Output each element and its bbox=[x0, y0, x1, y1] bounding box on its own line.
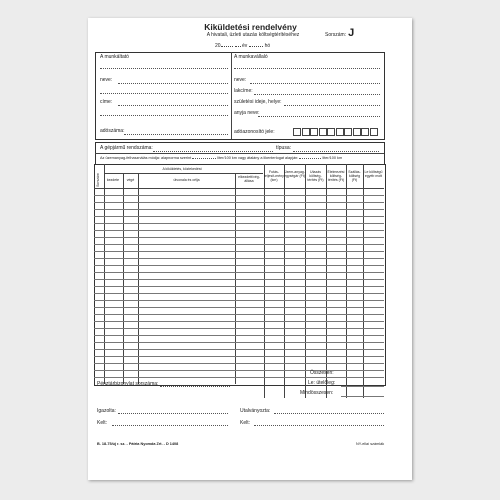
traveller-label: Utalványozta: bbox=[240, 408, 271, 414]
taxid-digit-box[interactable] bbox=[319, 128, 327, 136]
table-group-header: A kiküldetés, közlekedést bbox=[162, 167, 202, 171]
header-bottom-line bbox=[94, 188, 384, 189]
vehicle-type-label: típusa: bbox=[276, 145, 292, 151]
table-row[interactable] bbox=[94, 293, 384, 294]
taxid-digit-box[interactable] bbox=[302, 128, 310, 136]
taxid-digit-box[interactable] bbox=[336, 128, 344, 136]
table-row[interactable] bbox=[94, 279, 384, 280]
table-row[interactable] bbox=[94, 202, 384, 203]
employee-name-label: neve: bbox=[234, 77, 247, 83]
employee-heading: A munkavállaló bbox=[234, 54, 268, 60]
col-vege: végé bbox=[126, 178, 135, 182]
table-row[interactable] bbox=[94, 356, 384, 357]
grand-total-label: Mindösszesen: bbox=[300, 390, 334, 396]
total-label: Összesen: bbox=[310, 370, 334, 376]
table-row[interactable] bbox=[94, 370, 384, 371]
table-row[interactable] bbox=[94, 272, 384, 273]
parties-box bbox=[95, 52, 385, 140]
col-szallas: Szállás-költség (Ft) bbox=[348, 170, 361, 182]
table-row[interactable] bbox=[94, 223, 384, 224]
taxid-digit-box[interactable] bbox=[353, 128, 361, 136]
consumption-line bbox=[100, 156, 342, 160]
taxid-digit-box[interactable] bbox=[344, 128, 352, 136]
employee-taxid-label: adóazonosító jele: bbox=[234, 129, 275, 135]
taxid-digit-box[interactable] bbox=[370, 128, 378, 136]
table-row[interactable] bbox=[94, 335, 384, 336]
col-sorszam: Sorszám bbox=[96, 173, 100, 187]
cash-label: Pénztárbizonylat sorszáma: bbox=[97, 381, 159, 387]
table-row[interactable] bbox=[94, 300, 384, 301]
date-line bbox=[215, 43, 270, 49]
table-row[interactable] bbox=[94, 328, 384, 329]
col-elkezdett: elkezdett/vég-állása bbox=[238, 175, 260, 183]
approver-label: Igazolta: bbox=[97, 408, 116, 414]
date-label-right: Kelt: bbox=[240, 420, 251, 426]
table-row[interactable] bbox=[94, 195, 384, 196]
table-row[interactable] bbox=[94, 363, 384, 364]
form-title: Kiküldetési rendelvény bbox=[204, 22, 297, 32]
serial-number bbox=[325, 27, 354, 39]
consumption-label: Az üzemanyag-felhasználás módja: alapnorma szerint bbox=[100, 156, 192, 160]
vehicle-plate-label: A gépjármű rendszáma: bbox=[100, 145, 153, 151]
table-row[interactable] bbox=[94, 342, 384, 343]
table-row[interactable] bbox=[94, 244, 384, 245]
employee-mother-label: anyja neve: bbox=[234, 110, 260, 116]
col-uzemanyag: Üzem-anyag-egységár (Ft) bbox=[284, 170, 305, 178]
table-row[interactable] bbox=[94, 237, 384, 238]
col-egyeb: Le költségű egyéb mott bbox=[364, 170, 383, 178]
table-row[interactable] bbox=[94, 209, 384, 210]
table-row[interactable] bbox=[94, 307, 384, 308]
table-row[interactable] bbox=[94, 230, 384, 231]
table-row[interactable] bbox=[94, 321, 384, 322]
table-row[interactable] bbox=[94, 314, 384, 315]
date-month-label: hó bbox=[264, 43, 271, 49]
form-sheet bbox=[88, 18, 412, 480]
col-futas: Futás-teljesít-mény (km) bbox=[264, 170, 284, 182]
advance-label: Le: ütelőleg: bbox=[308, 380, 336, 386]
taxid-digit-box[interactable] bbox=[361, 128, 369, 136]
table-row[interactable] bbox=[94, 216, 384, 217]
col-kezdete: kezdete bbox=[106, 178, 120, 182]
table-row[interactable] bbox=[94, 286, 384, 287]
table-row[interactable] bbox=[94, 265, 384, 266]
serial-label: Sorszám: bbox=[325, 32, 347, 38]
date-prefix: 20 bbox=[215, 43, 221, 49]
table-row[interactable] bbox=[94, 251, 384, 252]
consumption-unit-2: liter/100 km bbox=[322, 156, 343, 160]
taxid-digit-box[interactable] bbox=[310, 128, 318, 136]
employee-birth-label: születési ideje, helye: bbox=[234, 99, 282, 105]
table-row[interactable] bbox=[94, 349, 384, 350]
group-header-line bbox=[104, 173, 263, 174]
right-note: NY-ellaí számlák bbox=[356, 442, 385, 446]
serial-value: J bbox=[348, 27, 355, 39]
col-ellatas: Élelmezési költség-térítés (Ft) bbox=[327, 170, 345, 182]
employer-name-label: neve: bbox=[100, 77, 113, 83]
date-year-label: év bbox=[241, 43, 248, 49]
employer-heading: A munkáltató bbox=[100, 54, 129, 60]
table-column-divider bbox=[104, 164, 105, 384]
table-row[interactable] bbox=[94, 258, 384, 259]
taxid-digit-box[interactable] bbox=[293, 128, 301, 136]
taxid-digit-box[interactable] bbox=[327, 128, 335, 136]
col-utvonal: útvonala és célja bbox=[173, 178, 200, 182]
table-row[interactable] bbox=[94, 377, 384, 378]
date-label-left: Kelt: bbox=[97, 420, 108, 426]
employer-tax-label: adószáma: bbox=[100, 128, 125, 134]
form-subtitle: A hivatali, üzleti utazás költségtérítéséhez bbox=[206, 32, 300, 38]
employee-address-label: lakcíme: bbox=[234, 88, 253, 94]
consumption-unit-1: liter/100 km vagy átalány a likenterlogat alapján: bbox=[217, 156, 299, 160]
product-code: B. 18-75/új r. sz. - Pátria Nyomda Zrt. - D 1408 bbox=[97, 442, 179, 446]
employer-seat-label: címe: bbox=[100, 99, 113, 105]
col-utazas: Utazás költség-térítés (Ft) bbox=[307, 170, 324, 182]
